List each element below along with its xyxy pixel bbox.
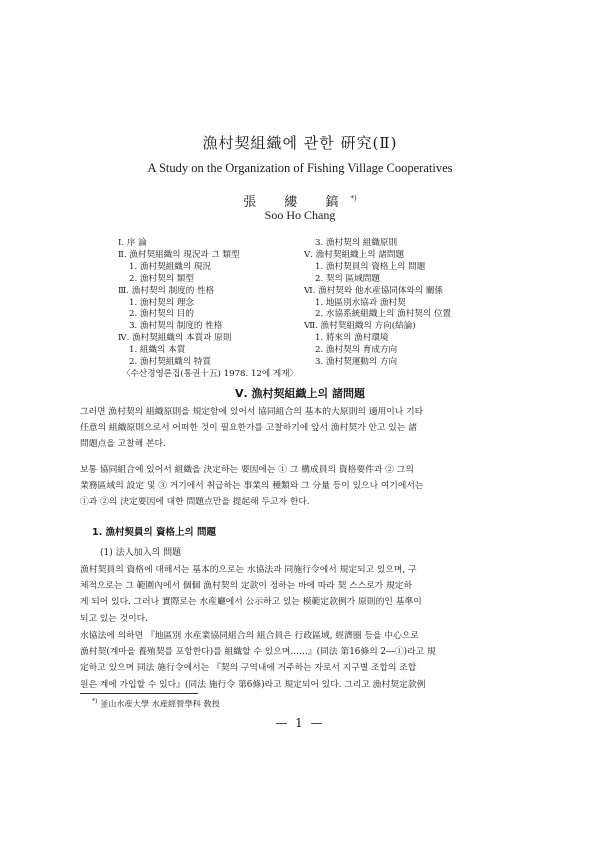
page-number: — 1 — — [275, 716, 325, 730]
author-name-text: 張 縷 鎬 — [243, 195, 351, 210]
text-line: 체적으로는 그 範圍內에서 個個 漁村契의 定款이 정하는 바에 따라 契 스스로가 規定하 — [80, 581, 413, 592]
subsection-heading: 1. 漁村契員의 資格上의 問題 — [92, 527, 216, 538]
toc-item: 1. 地區別水協과 漁村契 — [315, 297, 406, 308]
author-footnote-mark: *) — [350, 194, 357, 203]
text-line: 그러면 漁村契의 組織原則을 規定함에 있어서 協同組合의 基本的大原則의 適用이나 기타 — [80, 407, 424, 417]
text-line: 보통 協同組合에 있어서 組織을 決定하는 要因에는 ① 그 構成員의 資格要件과 ② 그의 — [80, 465, 414, 475]
toc-item: 2. 契의 區域問題 — [315, 273, 380, 284]
text-line: 漁村契員의 資格에 대해서는 基本的으로는 水協法과 同施行令에서 規定되고 있으며, 구 — [80, 565, 417, 575]
table-of-contents-right — [304, 238, 504, 369]
toc-item: Ⅶ. 漁村契組織의 方向(結論) — [304, 321, 416, 332]
footnote-mark: *) — [92, 698, 98, 705]
section-heading: Ⅴ. 漁村契組織上의 諸問題 — [235, 387, 365, 400]
paper-title: 漁村契組織에 관한 硏究(Ⅱ) — [202, 134, 398, 152]
toc-item: 1. 漁村契의 理念 — [129, 297, 194, 308]
footnote-rule — [80, 693, 198, 694]
toc-item: 2. 漁村契組織의 特質 — [129, 357, 212, 368]
toc-item: 2. 水協系統組織上의 漁村契의 位置 — [315, 309, 452, 320]
text-line: 원은 계에 가입할 수 있다』(同法 施行令 第6條)라고 規定되어 있다. 그리고 漁村契定款例 — [80, 679, 426, 690]
footnote — [92, 698, 220, 710]
text-line: 漁村契(계마을 養殖契를 포함한다)를 組織할 수 있으며……』(同法 第16條의 2―①)라고 規 — [80, 647, 436, 658]
paragraph-3 — [80, 562, 528, 627]
subsubsection-heading: (1) 法人加入의 問題 — [100, 548, 182, 558]
footnote-text: 釜山水産大學 水産經營學科 敎授 — [99, 698, 220, 709]
toc-item: Ⅲ. 漁村契의 制度的 性格 — [118, 285, 215, 296]
toc-item: Ⅵ. 漁村契와 他水産協同体와의 關係 — [304, 285, 444, 296]
paragraph-4 — [80, 628, 528, 693]
text-line: 任意의 組織原則으로서 어떠한 것이 필요한가를 고찰하기에 앞서 漁村契가 안고 있는 諸 — [80, 423, 417, 434]
toc-item: 2. 漁村契의 目的 — [129, 309, 194, 320]
paragraph-2 — [80, 462, 528, 511]
text-line: 業務區域의 設定 및 ③ 거기에서 취급하는 事業의 種類와 그 分量 등이 있으나 여기에서는 — [80, 481, 424, 492]
toc-item: 2. 漁村契의 育成方向 — [315, 345, 398, 356]
toc-item: 1. 漁村契員의 資格上의 問題 — [315, 261, 426, 272]
text-line: 水協法에 의하면 『地區別 水産業協同組合의 組合員은 行政區域, 經濟圈 등을 中心으로 — [80, 631, 419, 641]
toc-item: 1. 漁村契組織의 現況 — [129, 261, 212, 272]
toc-item: Ⅰ. 序 論 — [118, 238, 147, 248]
toc-item: 1. 組織의 本質 — [129, 345, 186, 356]
text-line: 定하고 있으며 同法 施行令에서는 『契의 구역내에 거주하는 자로서 지구별 조합의 조합 — [80, 663, 417, 674]
text-line: 問題点을 고찰해 본다. — [80, 439, 166, 450]
toc-item: 3. 漁村契의 組織原則 — [315, 238, 398, 248]
text-line: 게 되어 있다. 그러나 實際로는 水産廳에서 公示하고 있는 模範定款例가 原則的인 基準이 — [80, 597, 422, 608]
paragraph-1 — [80, 404, 528, 453]
toc-item: Ⅳ. 漁村契組織의 本質과 原則 — [118, 333, 232, 344]
toc-item: 1. 將來의 漁村環境 — [315, 333, 389, 344]
toc-item: Ⅱ. 漁村契組織의 現況과 그 類型 — [118, 249, 240, 260]
toc-item: Ⅴ. 漁村契組織上의 諸問題 — [304, 249, 405, 260]
toc-item: 2. 漁村契의 類型 — [129, 273, 194, 284]
paper-title-english: A Study on the Organization of Fishing Village Cooperatives — [147, 161, 453, 175]
toc-item: 3. 漁村契運動의 方向 — [315, 357, 398, 368]
text-line: 되고 있는 것이다. — [80, 613, 148, 624]
text-line: ①과 ②의 決定要因에 대한 問題点만을 提起해 두고자 한다. — [80, 497, 310, 508]
toc-item: 〈수산경영론집(통권十五) 1978. 12에 게재〉 — [122, 368, 299, 379]
author-name-english: Soo Ho Chang — [264, 208, 336, 222]
table-of-contents-left — [118, 238, 318, 381]
toc-item: 3. 漁村契의 制度的 性格 — [129, 321, 223, 332]
